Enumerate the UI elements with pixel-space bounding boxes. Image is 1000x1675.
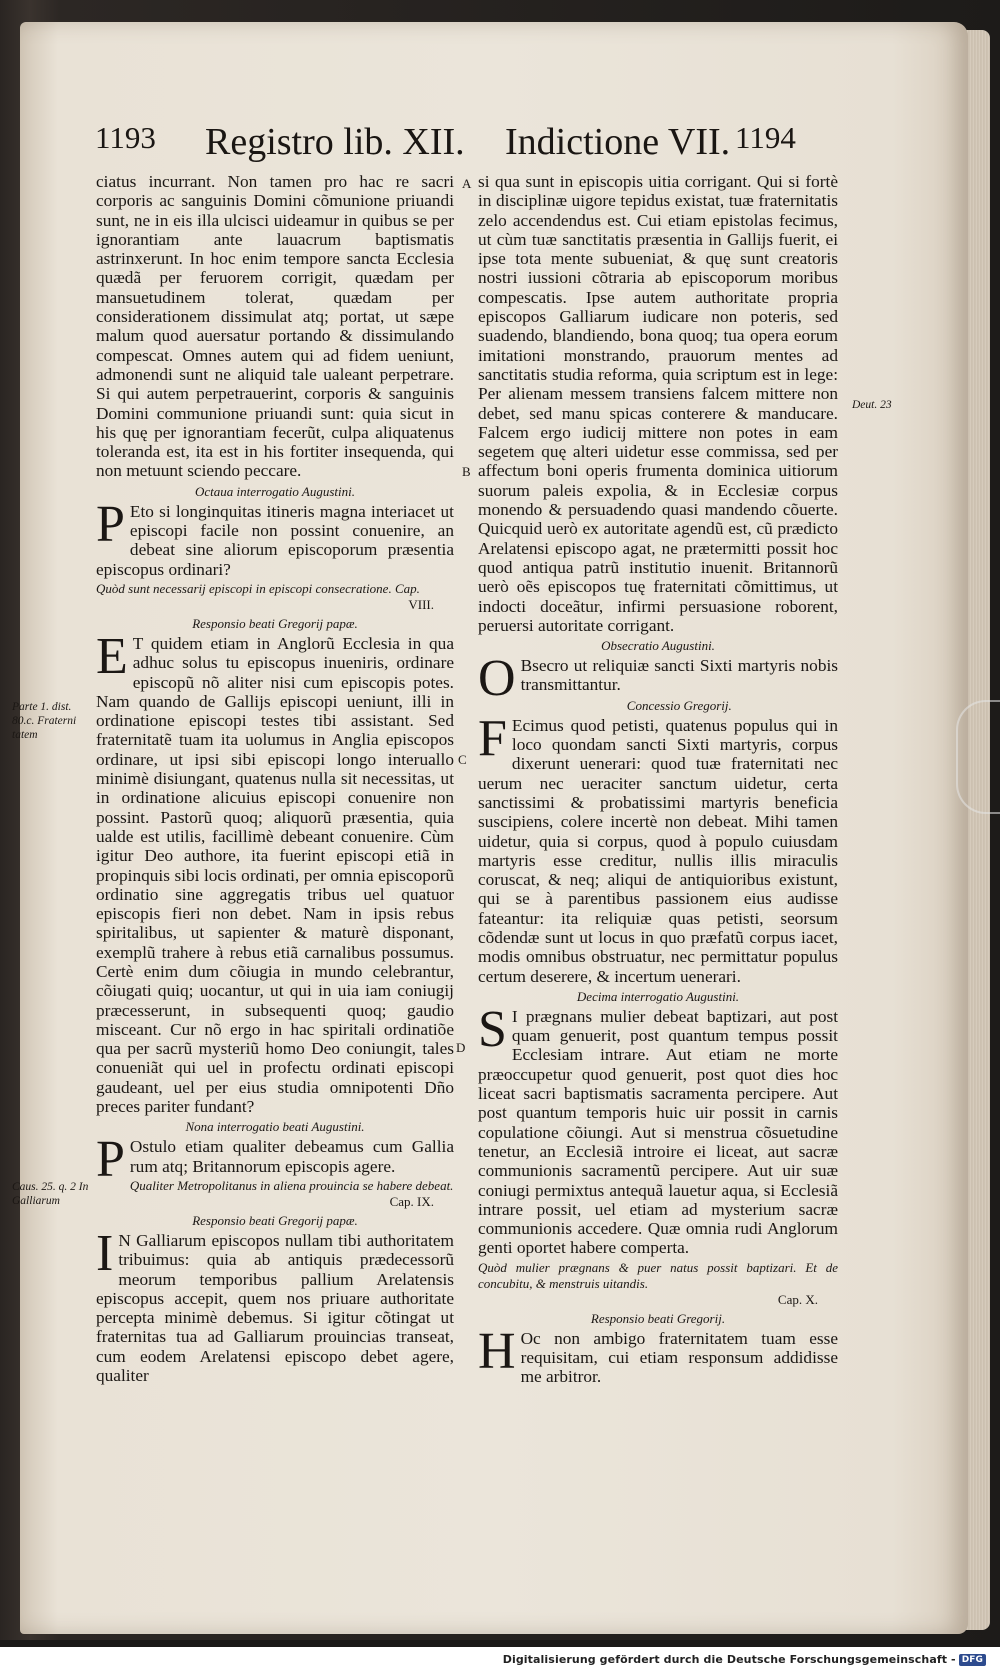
drop-cap: F xyxy=(478,709,507,767)
drop-cap: O xyxy=(478,650,516,708)
margin-note-deut: Deut. 23 xyxy=(852,399,892,411)
paragraph: H Oc non ambigo fraternitatem tuam esse requisitam, cui etiam responsum addidisse me arbitror. xyxy=(478,1322,838,1387)
section-heading: Decima interrogatio Augustini. xyxy=(576,988,740,1004)
running-title-right: Indictione VII. xyxy=(505,121,731,163)
paragraph: I N Galliarum episcopos nullam tibi authoritatem tribuimus: quia ab antiquis prædecessorũ meorum temporibus pallium Arelatensis episcopus accepit, quem nos priuare authoritate percepta minimè debemus. Si igitur cõtingat ut fraternitas tua ad Galliarum prouincias transeat, cum eodem Arelatensi episcopo debet agere, qualiter xyxy=(96,1224,454,1386)
margin-note-parte: Parte 1. dist. 80.c. Fraterni tatem xyxy=(12,701,77,741)
chapter-summary: Qualiter Metropolitanus in aliena prouincia se habere debeat. Cap. IX. xyxy=(96,1178,454,1210)
drop-cap: P xyxy=(96,495,125,553)
section-marker-a: A xyxy=(462,176,472,191)
page-number-left: 1193 xyxy=(95,120,156,155)
drop-cap: H xyxy=(478,1322,516,1380)
section-heading: Obsecratio Augustini. xyxy=(601,638,715,654)
section-heading: Octaua interrogatio Augustini. xyxy=(195,483,355,499)
section-heading: Responsio beati Gregorij papæ. xyxy=(192,1212,358,1228)
paragraph: F Ecimus quod petisti, quatenus populus qui in loco quondam sancti Sixti martyris, corpus dixerunt uenerari: quod tuæ fraternitati nec uerum nec ueraciter sanctum uidetur, certa sanctissimi & probatissimi martyris beneficia suscipiens, colere incertè non debeat. Mihi tamen uidetur, quia si corpus, quod à populo cuiusdam martyris esse creditur, nullis illis miraculis coruscat, & neq; aliqui de antiquioribus existunt, qui se à parentibus passionem eius audisse fateantur: ita reliquiæ quas petisti, seorsum cõdendæ sunt ut locus in quo præfatũ corpus iacet, modis omnibus obstruatur, nec permittatur populus certum deserere, & incertum uenerari. xyxy=(478,709,838,986)
margin-note-caus: Caus. 25. q. 2 In Galliarum xyxy=(12,1181,89,1207)
paragraph: P Eto si longinquitas itineris magna interiacet ut episcopi facile non possint conuenire, an debeat sine aliorum episcoporum præsentia episcopus ordinari? xyxy=(96,495,454,579)
running-title-left: Registro lib. XII. xyxy=(205,121,465,163)
page-header xyxy=(95,120,835,170)
section-heading: Concessio Gregorij. xyxy=(626,697,732,713)
dfg-logo-icon: DFG xyxy=(959,1654,986,1666)
chapter-number: VIII. xyxy=(408,596,434,612)
chapter-number: Cap. IX. xyxy=(389,1193,434,1209)
drop-cap: S xyxy=(478,1000,507,1058)
section-heading: Responsio beati Gregorij papæ. xyxy=(192,615,358,631)
paragraph: E T quidem etiam in Anglorũ Ecclesia in qua adhuc solus tu episcopus inueniris, ordinare episcopũ nõ aliter nisi cum episcopis potes. Nam quando de Gallijs episcopi ueniunt, illi in ordinatione episcopi testes tibi assistant. Sed fraternitatẽ tuam ita uolumus in Anglia episcopos ordinare, ut ipsi sibi episcopi longo interuallo minimè disiungant, quatenus nulla sit necessitas, ut in ordinatione alicuius episcopi conuenire non possint. Pastorũ quoq; aliquorũ præsentia, quia ualde est utilis, facillimè debeant conuenire. Cùm igitur Deo authore, ita fuerint episcopi etiã in propinquis sibi locis ordinati, per omnia episcoporũ ordinatio sine aggregatis tribus uel quatuor episcopis fieri non debet. Nam in ipsis rebus spiritalibus, ut sapienter & maturè disponant, exemplũ trahere à rebus etiã carnalibus possumus. Certè enim dum cõiugia in mundo celebrantur, cõiugati quiq; uocantur, ut qui in uia iam coniugij præcesserunt, in subsequenti quoq; gaudio misceant. Cur nõ ergo in hac spiritali ordinatiõe qua per sacrũ mysteriũ homo Deo coniungit, tales conueniãt qui uel in profectu ordinati episcopi gaudeant, uel per eius studia omnipotenti Dño preces pariter fundant? xyxy=(96,627,454,1117)
footer-bar xyxy=(0,1647,1000,1675)
section-marker-d: D xyxy=(456,1040,466,1055)
chapter-summary: Quòd mulier prægnans & puer natus possit baptizari. Et de concubitu, & menstruis uitandis. Cap. X. xyxy=(478,1259,838,1307)
footer-credit: Digitalisierung gefördert durch die Deutsche Forschungsgemeinschaft - DFG xyxy=(503,1653,986,1666)
paragraph: O Bsecro ut reliquiæ sancti Sixti martyris nobis transmittantur. xyxy=(478,650,838,708)
drop-cap: E xyxy=(96,627,128,685)
drop-cap: I xyxy=(96,1224,114,1282)
section-marker-b: B xyxy=(462,464,471,479)
page-number-right: 1194 xyxy=(735,120,796,155)
chapter-number: Cap. X. xyxy=(777,1291,818,1307)
page-edge-stack xyxy=(966,30,990,1630)
paragraph: si qua sunt in episcopis uitia corrigant. Qui si fortè in disciplinæ uigore tepidus existat, tuæ fraternitatis zelo accendendus est. Cui etiam epistolas fecimus, ut cùm tuæ sanctitatis præsentia in Gallijs fuerit, ei ipse tota mente subueniat, & quę sunt creatoris nostri iussioni cõtraria ab episcoporum moribus compescatis. Ipse autem authoritate propria episcopos Galliarum iudicare non poteris, sed suadendo, blandiendo, bona quoq; tua opera eorum imitationi monstrando, prauorum mentes ad sanctitatis studia reforma, quia scriptum est in lege: Per alienam messem transiens falcem mittere non debet, sed manu spicas conterere & manducare. Falcem ergo iudicij mittere non potes in eam segetem quę alteri uidetur esse commissa, sed per affectum boni operis frumenta dominica uitiorum suorum paleis expolia, & in Ecclesiæ corpus monendo & persuadendo quasi mandendo cõuerte. Quicquid uerò ex autoritate agendũ est, cũ prædicto Arelatensi episcopo agat, ne prætermitti possit hoc quod antiqua patrũ institutio inuenit. Britannorũ uerò oẽs episcopos tuę fraternitati cõmittimus, ut indocti doceãtur, infirmi persuasione roborent, peruersi autoritate corrigant. xyxy=(478,172,838,635)
drop-cap: P xyxy=(96,1131,125,1189)
section-heading: Nona interrogatio beati Augustini. xyxy=(185,1119,365,1135)
section-marker-c: C xyxy=(458,752,467,767)
chapter-summary: Quòd sunt necessarij episcopi in episcopi consecratione. Cap. VIII. xyxy=(96,581,454,613)
plastic-clip xyxy=(956,700,1000,814)
paragraph: ciatus incurrant. Non tamen pro hac re sacri corporis ac sanguinis Domini cõmunione priuandi sunt, ne in eis illa ulcisci uideamur in quibus se per ignorantiam ante lauacrum baptismatis astrinxerunt. In hoc enim tempore sancta Ecclesia quædã per feruorem corrigit, quædam per mansuetudinem tolerat, quædam per considerationem dissimulat atq; portat, ut sæpe malum quod auersatur portando & dissimulando compescat. Omnes autem qui ad fidem ueniunt, admonendi sunt ne aliquid tale ualeant perpetrare. Si qui autem perpetrauerint, corporis & sanguinis Domini communione priuandi sunt: quia sicut in his quę per ignorantiam fecerũt, culpa aliquatenus toleranda est, ita est in his fortiter insequenda, qui non metuunt sciendo peccare. xyxy=(96,172,454,481)
left-column xyxy=(96,172,454,1387)
paragraph: P Ostulo etiam qualiter debeamus cum Gallia rum atq; Britannorum episcopis agere. xyxy=(96,1131,454,1189)
section-heading: Responsio beati Gregorij. xyxy=(590,1310,726,1326)
right-column xyxy=(478,172,838,1389)
paragraph: S I prægnans mulier debeat baptizari, aut post quam genuerit, post quantum tempus possit Ecclesiam intrare. Aut etiam ne morte præoccupetur quod genuerit, post quot dies hoc liceat sacri baptismatis sacramenta percipere. Aut post quantum temporis huic uir possit in carnis copulatione cõiungi. Aut si menstrua cõsuetudine tenetur, an Ecclesiã introire ei liceat, aut sacræ communionis sacramentũ percipere. Aut uir suæ coniugi permixtus antequã lauetur aqua, si Ecclesiã intrare possit, uel etiam ad mysterium sacræ communionis accedere. Quæ omnia rudi Anglorum genti oportet habere comperta. xyxy=(478,1000,838,1258)
